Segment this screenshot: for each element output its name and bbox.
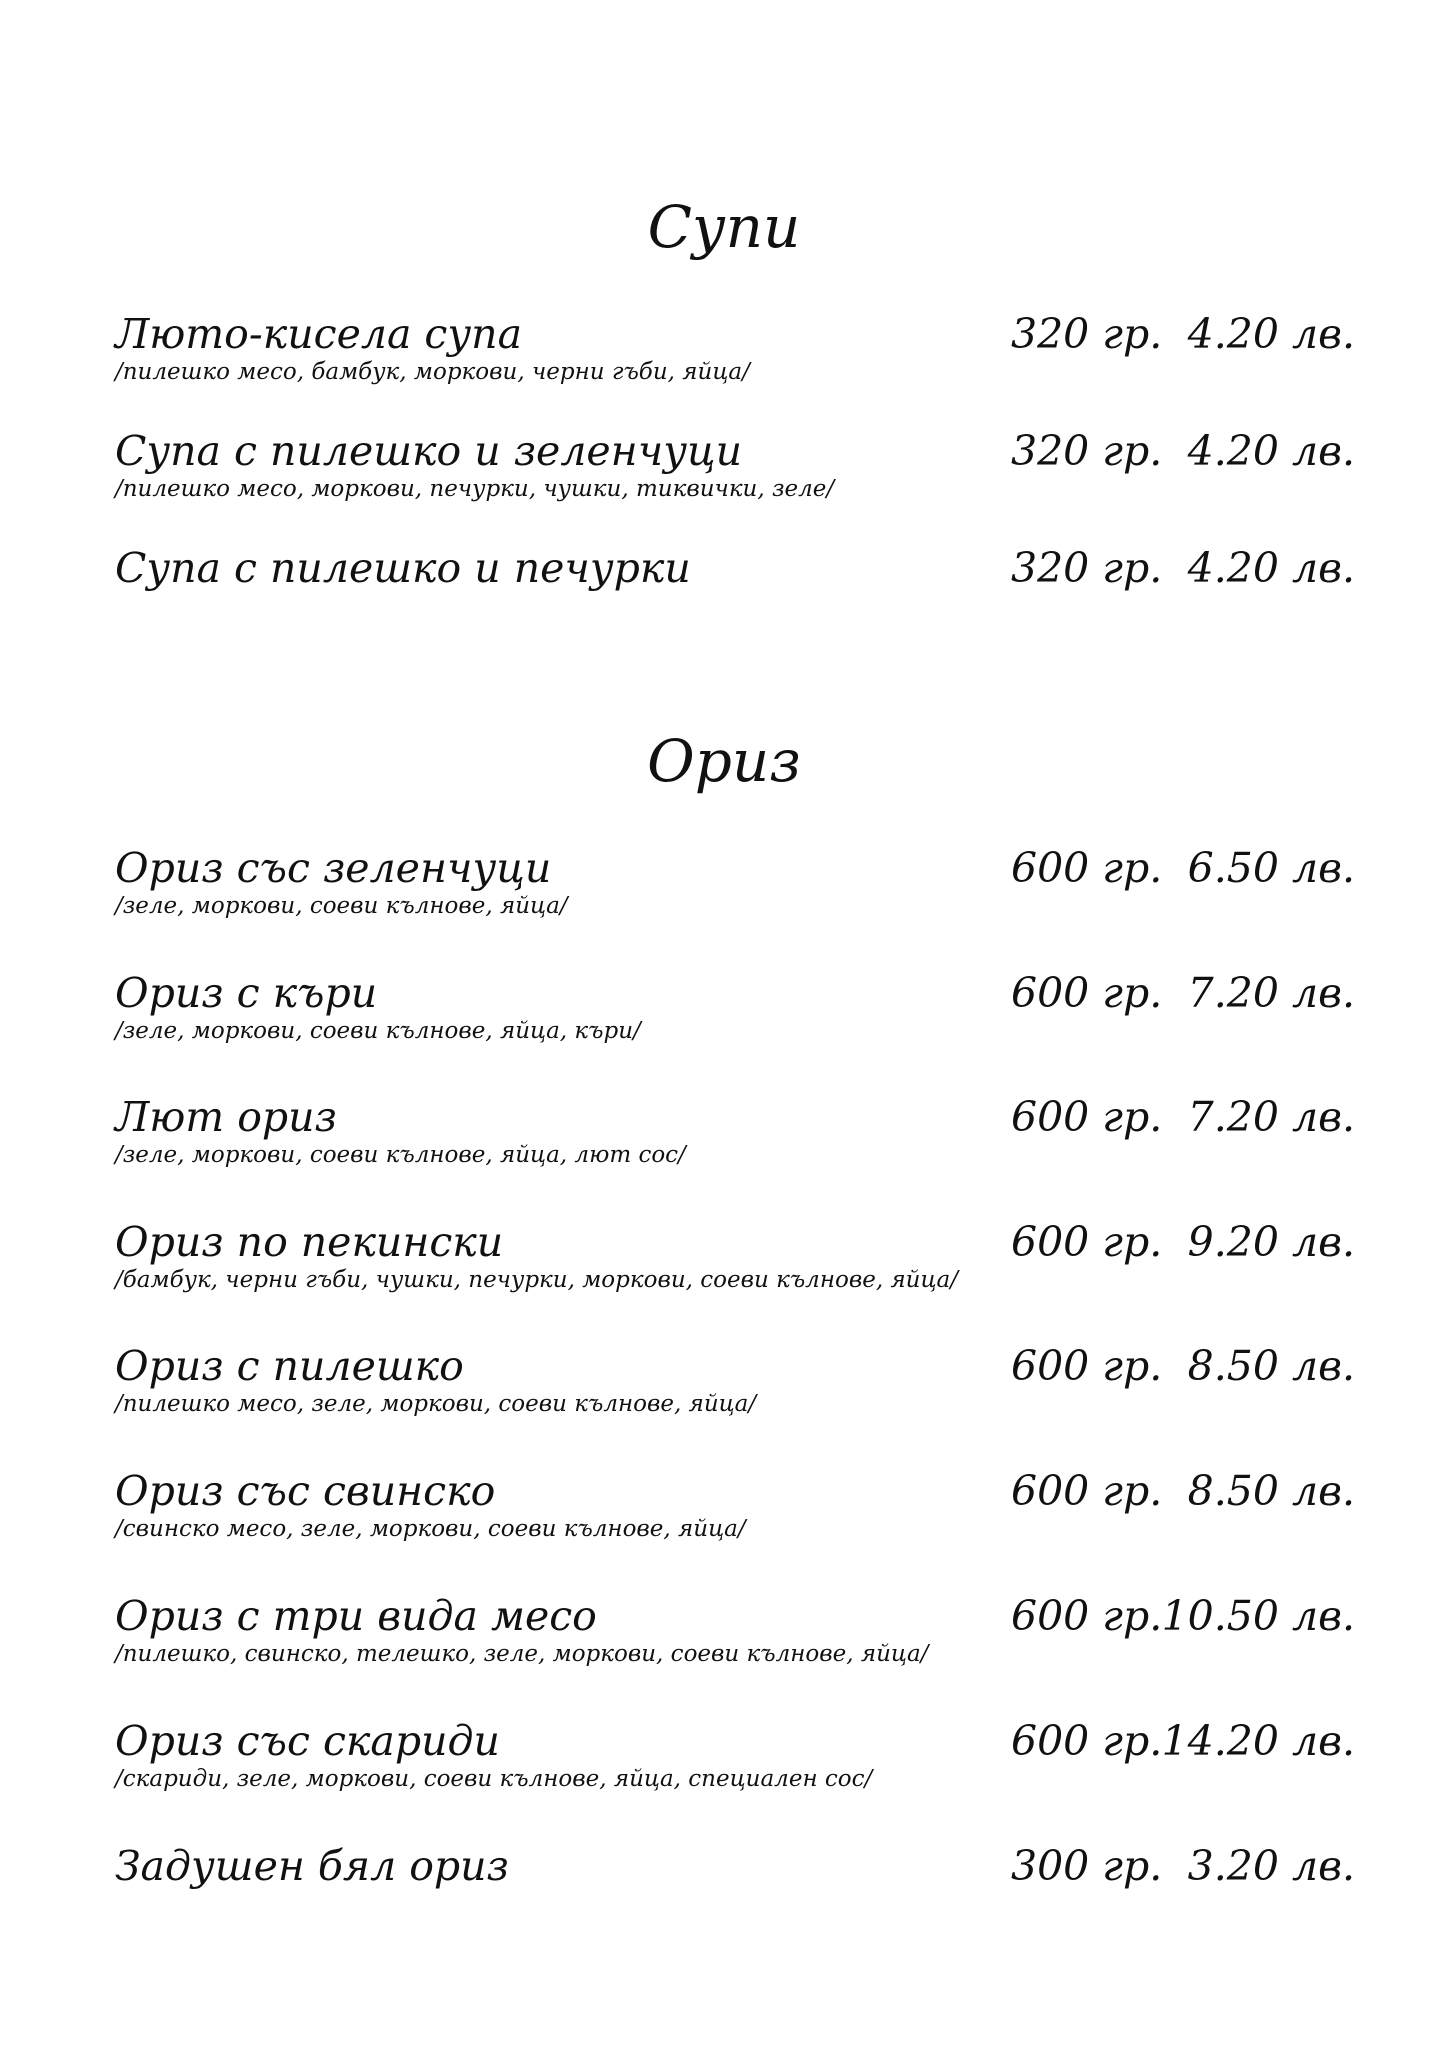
section-title-soups: Супи — [647, 193, 801, 261]
item-description: /пилешко месо, зеле, моркови, соеви кълнове, яйца/ — [115, 1391, 757, 1417]
item-weight: 600 гр. — [1011, 1592, 1163, 1640]
item-weight: 320 гр. — [1011, 310, 1163, 358]
item-name: Задушен бял ориз — [115, 1842, 509, 1890]
item-name: Люто-кисела супа — [115, 310, 523, 358]
item-description: /пилешко месо, моркови, печурки, чушки, тиквички, зеле/ — [115, 476, 835, 502]
item-description: /зеле, моркови, соеви кълнове, яйца, лют сос/ — [115, 1142, 686, 1168]
item-weight: 320 гр. — [1011, 544, 1163, 592]
item-price: 10.50 лв. — [1161, 1592, 1355, 1640]
item-price: 14.20 лв. — [1161, 1717, 1355, 1765]
item-description: /зеле, моркови, соеви кълнове, яйца, къри/ — [115, 1018, 641, 1044]
item-price: 9.20 лв. — [1187, 1218, 1355, 1266]
item-name: Ориз със зеленчуци — [115, 844, 552, 892]
item-price: 4.20 лв. — [1187, 544, 1355, 592]
item-name: Ориз със свинско — [115, 1467, 496, 1515]
item-weight: 600 гр. — [1011, 969, 1163, 1017]
item-description: /бамбук, черни гъби, чушки, печурки, моркови, соеви кълнове, яйца/ — [115, 1267, 958, 1293]
item-weight: 600 гр. — [1011, 1467, 1163, 1515]
item-name: Ориз с пилешко — [115, 1342, 464, 1390]
menu-item — [115, 1091, 1355, 1169]
item-name: Лют ориз — [115, 1093, 337, 1141]
item-name: Ориз по пекински — [115, 1218, 504, 1266]
item-price: 7.20 лв. — [1187, 1093, 1355, 1141]
item-weight: 600 гр. — [1011, 844, 1163, 892]
item-weight: 600 гр. — [1011, 1218, 1163, 1266]
item-description: /свинско месо, зеле, моркови, соеви кълнове, яйца/ — [115, 1516, 746, 1542]
menu-item — [115, 967, 1355, 1045]
menu-item — [115, 1715, 1355, 1793]
item-name: Супа с пилешко и печурки — [115, 544, 691, 592]
item-weight: 600 гр. — [1011, 1342, 1163, 1390]
item-weight: 600 гр. — [1011, 1093, 1163, 1141]
menu-item — [115, 1590, 1355, 1668]
item-description: /зеле, моркови, соеви кълнове, яйца/ — [115, 893, 568, 919]
item-price: 3.20 лв. — [1187, 1842, 1355, 1890]
item-price: 6.50 лв. — [1187, 844, 1355, 892]
item-name: Ориз с къри — [115, 969, 378, 1017]
item-name: Ориз с три вида месо — [115, 1592, 597, 1640]
menu-item — [115, 1840, 1355, 1892]
item-weight: 300 гр. — [1011, 1842, 1163, 1890]
item-weight: 320 гр. — [1011, 427, 1163, 475]
item-price: 4.20 лв. — [1187, 427, 1355, 475]
item-description: /пилешко, свинско, телешко, зеле, моркови, соеви кълнове, яйца/ — [115, 1641, 929, 1667]
section-title-rice: Ориз — [647, 727, 801, 795]
menu-item — [115, 542, 1355, 594]
menu-item — [115, 1340, 1355, 1418]
item-name: Супа с пилешко и зеленчуци — [115, 427, 742, 475]
item-price: 4.20 лв. — [1187, 310, 1355, 358]
menu-item — [115, 1216, 1355, 1294]
item-weight: 600 гр. — [1011, 1717, 1163, 1765]
item-description: /пилешко месо, бамбук, моркови, черни гъби, яйца/ — [115, 359, 750, 385]
menu-item — [115, 1465, 1355, 1543]
item-price: 7.20 лв. — [1187, 969, 1355, 1017]
menu-item — [115, 425, 1355, 503]
menu-item — [115, 308, 1355, 386]
item-price: 8.50 лв. — [1187, 1467, 1355, 1515]
item-name: Ориз със скариди — [115, 1717, 500, 1765]
menu-item — [115, 842, 1355, 920]
item-description: /скариди, зеле, моркови, соеви кълнове, яйца, специален сос/ — [115, 1766, 873, 1792]
item-price: 8.50 лв. — [1187, 1342, 1355, 1390]
